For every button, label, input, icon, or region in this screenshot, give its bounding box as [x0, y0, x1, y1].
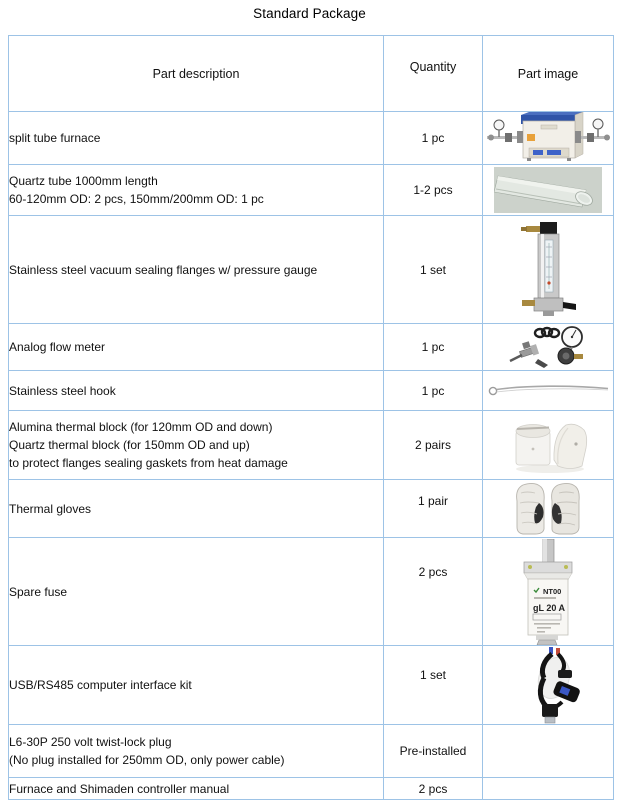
part-image-cell	[483, 538, 614, 646]
table-row	[9, 411, 614, 480]
quantity-cell	[384, 216, 483, 324]
table-row	[9, 112, 614, 165]
part-description-cell	[9, 112, 384, 165]
split-tube-furnace-image	[485, 112, 612, 164]
part-description-cell: Spare fuse	[9, 538, 384, 646]
stainless-steel-hook-image	[486, 379, 611, 409]
header-quantity: Quantity	[384, 36, 483, 112]
quartz-tube-image	[494, 167, 602, 213]
quantity-cell	[384, 371, 483, 411]
header-part-image: Part image	[483, 36, 614, 112]
page-title: Standard Package	[253, 6, 366, 21]
part-image-cell	[483, 324, 614, 371]
quantity-cell	[384, 725, 483, 778]
part-description-cell: Stainless steel hook	[9, 371, 384, 411]
part-description-cell: Alumina thermal block (for 120mm OD and down) Quartz thermal block (for 150mm OD and up) to protect flanges sealing gaskets from heat damage	[9, 411, 384, 480]
part-description-cell: Quartz tube 1000mm length 60-120mm OD: 2 pcs, 150mm/200mm OD: 1 pc	[9, 165, 384, 216]
table-row	[9, 778, 614, 800]
table-row	[9, 165, 614, 216]
quantity-text: 1 pc	[421, 383, 445, 398]
quantity-text: Pre-installed	[399, 744, 467, 758]
part-description-text: split tube furnace	[9, 131, 101, 145]
quantity-cell	[384, 646, 483, 725]
quantity-cell	[384, 324, 483, 371]
quantity-text: 1 pair	[417, 493, 449, 508]
quantity-text: 1 pc	[421, 340, 445, 354]
part-image-cell	[483, 411, 614, 480]
part-description-cell: Thermal gloves	[9, 480, 384, 538]
quantity-cell	[384, 538, 483, 646]
fuse-label-rating: gL 20 A	[533, 602, 566, 613]
part-image-cell	[483, 112, 614, 165]
thermal-gloves-image	[509, 481, 587, 537]
quantity-cell	[384, 480, 483, 538]
spare-fuse-image	[503, 539, 593, 645]
quantity-text: 2 pcs	[418, 781, 448, 796]
quantity-cell	[384, 411, 483, 480]
table-header-row	[9, 36, 614, 112]
table-row	[9, 216, 614, 324]
part-description-cell: USB/RS485 computer interface kit	[9, 646, 384, 725]
vacuum-sealing-flanges-image	[516, 221, 580, 319]
table-row	[9, 646, 614, 725]
table-row	[9, 538, 614, 646]
part-description-cell: Analog flow meter	[9, 324, 384, 371]
fuse-label-model: NT00	[543, 586, 562, 596]
quantity-cell	[384, 778, 483, 800]
part-image-cell	[483, 480, 614, 538]
quantity-text: 1-2 pcs	[413, 183, 453, 197]
quantity-text: 1 set	[419, 262, 446, 277]
part-image-cell	[483, 725, 614, 778]
quantity-text: 2 pcs	[418, 564, 448, 579]
part-description-cell: L6-30P 250 volt twist-lock plug (No plug installed for 250mm OD, only power cable)	[9, 725, 384, 778]
standard-package-table	[8, 35, 614, 800]
table-row	[9, 725, 614, 778]
part-image-cell	[483, 371, 614, 411]
quantity-text: 1 set	[419, 668, 446, 682]
part-description-cell: Furnace and Shimaden controller manual	[9, 778, 384, 800]
quantity-text: 1 pc	[421, 131, 445, 145]
thermal-blocks-image	[502, 414, 594, 476]
part-image-cell	[483, 646, 614, 725]
quantity-cell	[384, 112, 483, 165]
quantity-text: 2 pairs	[414, 438, 452, 452]
part-image-cell	[483, 216, 614, 324]
part-description-cell: Stainless steel vacuum sealing flanges w/ pressure gauge	[9, 216, 384, 324]
table-row	[9, 480, 614, 538]
part-image-cell	[483, 778, 614, 800]
usb-rs485-kit-image	[502, 646, 594, 724]
header-part-description: Part description	[9, 36, 384, 112]
quantity-cell	[384, 165, 483, 216]
analog-flow-meter-image	[502, 325, 594, 370]
table-row	[9, 371, 614, 411]
table-row	[9, 324, 614, 371]
part-image-cell	[483, 165, 614, 216]
